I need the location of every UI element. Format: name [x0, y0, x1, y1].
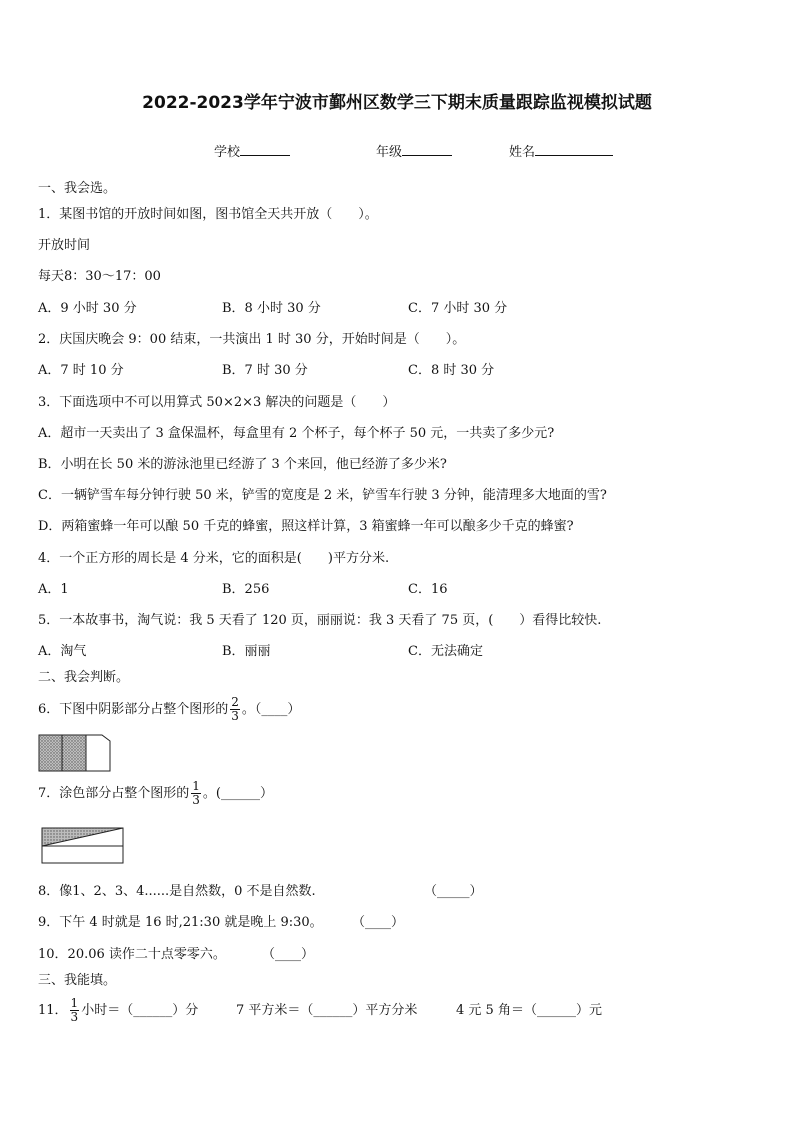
question-5-option-b[interactable]: B．丽丽 [222, 644, 271, 659]
question-6-denominator: 3 [231, 709, 239, 723]
question-6-prefix: 6．下图中阴影部分占整个图形的 [38, 702, 229, 717]
question-11-fraction [70, 997, 80, 1024]
question-7-fraction [191, 780, 201, 807]
question-11-part-2[interactable]: 7 平方米＝（______）平方分米 [236, 1003, 418, 1018]
question-2-option-b[interactable]: B．7 时 30 分 [222, 363, 308, 378]
question-6-shaded-part-2 [62, 735, 86, 771]
question-3-option-b[interactable]: B．小明在长 50 米的游泳池里已经游了 3 个来回，他已经游了多少米? [38, 457, 447, 472]
question-1-option-a[interactable]: A．9 小时 30 分 [38, 301, 137, 316]
question-11-label: 11． [38, 1003, 68, 1018]
question-7-prefix: 7．涂色部分占整个图形的 [38, 786, 190, 801]
question-3-option-a[interactable]: A．超市一天卖出了 3 盒保温杯，每盒里有 2 个杯子，每个杯子 50 元，一共卖了多少元? [38, 426, 555, 441]
grade-label: 年级 [376, 145, 403, 160]
question-4-option-a[interactable]: A．1 [38, 582, 69, 597]
question-7-numerator: 1 [192, 779, 200, 793]
grade-field [376, 141, 452, 160]
question-9-stem: 9．下午 4 时就是 16 时,21:30 就是晚上 9:30。 [38, 915, 323, 930]
question-4-option-c[interactable]: C．16 [408, 582, 448, 597]
question-1-hours: 每天8：30～17：00 [38, 269, 161, 284]
question-4-stem: 4．一个正方形的周长是 4 分米，它的面积是( )平方分米. [38, 551, 390, 566]
question-11-denominator: 3 [70, 1010, 79, 1024]
school-label: 学校 [214, 145, 241, 160]
question-2-stem: 2．庆国庆晚会 9：00 结束，一共演出 1 时 30 分，开始时间是（ ）。 [38, 332, 466, 347]
question-7-stem [38, 779, 273, 809]
question-7-figure [41, 827, 125, 865]
question-1-option-c[interactable]: C．7 小时 30 分 [408, 301, 508, 316]
grade-blank[interactable] [402, 143, 452, 156]
question-4-option-b[interactable]: B．256 [222, 582, 270, 597]
question-5-option-c[interactable]: C．无法确定 [408, 644, 483, 659]
question-3-option-c[interactable]: C．一辆铲雪车每分钟行驶 50 米，铲雪的宽度是 2 米，铲雪车行驶 3 分钟，能清理多大地面的雪? [38, 488, 607, 503]
school-blank[interactable] [240, 143, 290, 156]
question-5-stem: 5．一本故事书，淘气说：我 5 天看了 120 页，丽丽说：我 3 天看了 75 页，( ）看得比较快. [38, 613, 602, 628]
question-2-option-a[interactable]: A．7 时 10 分 [38, 363, 124, 378]
question-6-fraction [230, 696, 240, 723]
question-11-part-3[interactable]: 4 元 5 角＝（______）元 [456, 1003, 602, 1018]
question-9-answer-blank[interactable]: （____） [352, 915, 405, 930]
question-5-option-a[interactable]: A．淘气 [38, 644, 87, 659]
question-2-option-c[interactable]: C．8 时 30 分 [408, 363, 495, 378]
question-6-shaded-part-1 [39, 735, 62, 771]
question-10-stem: 10．20.06 读作二十点零零六。 [38, 947, 226, 962]
question-7-denominator: 3 [192, 793, 200, 807]
question-8-stem: 8．像1、2、3、4......是自然数，0 不是自然数. [38, 884, 316, 899]
question-3-option-d[interactable]: D．两箱蜜蜂一年可以酿 50 千克的蜂蜜，照这样计算，3 箱蜜蜂一年可以酿多少千克的蜂蜜? [38, 519, 574, 534]
name-label: 姓名 [509, 145, 536, 160]
question-11-stem [38, 994, 198, 1028]
question-7-answer-blank[interactable]: 。(______） [202, 786, 273, 801]
question-10-answer-blank[interactable]: （____） [262, 947, 315, 962]
school-field [214, 141, 290, 160]
question-1-hours-title: 开放时间 [38, 238, 91, 253]
section-heading-1: 一、我会选。 [38, 181, 117, 196]
name-field [509, 141, 613, 160]
question-11-part-1[interactable]: 小时＝（______）分 [81, 1003, 199, 1018]
question-6-numerator: 2 [231, 695, 239, 709]
question-6-unshaded-part [86, 735, 110, 771]
name-blank[interactable] [535, 143, 613, 156]
question-6-stem [38, 696, 300, 723]
page-title: 2022-2023学年宁波市鄞州区数学三下期末质量跟踪监视模拟试题 [142, 93, 652, 113]
section-heading-2: 二、我会判断。 [38, 670, 130, 685]
question-1-stem: 1．某图书馆的开放时间如图，图书馆全天共开放（ ）。 [38, 207, 378, 222]
question-6-answer-blank[interactable]: 。（____） [241, 702, 301, 717]
section-heading-3: 三、我能填。 [38, 973, 117, 988]
question-8-answer-blank[interactable]: （_____） [424, 884, 483, 899]
question-6-figure [38, 734, 112, 772]
question-3-stem: 3．下面选项中不可以用算式 50×2×3 解决的问题是（ ） [38, 395, 396, 410]
question-1-option-b[interactable]: B．8 小时 30 分 [222, 301, 321, 316]
question-11-numerator: 1 [70, 996, 79, 1010]
